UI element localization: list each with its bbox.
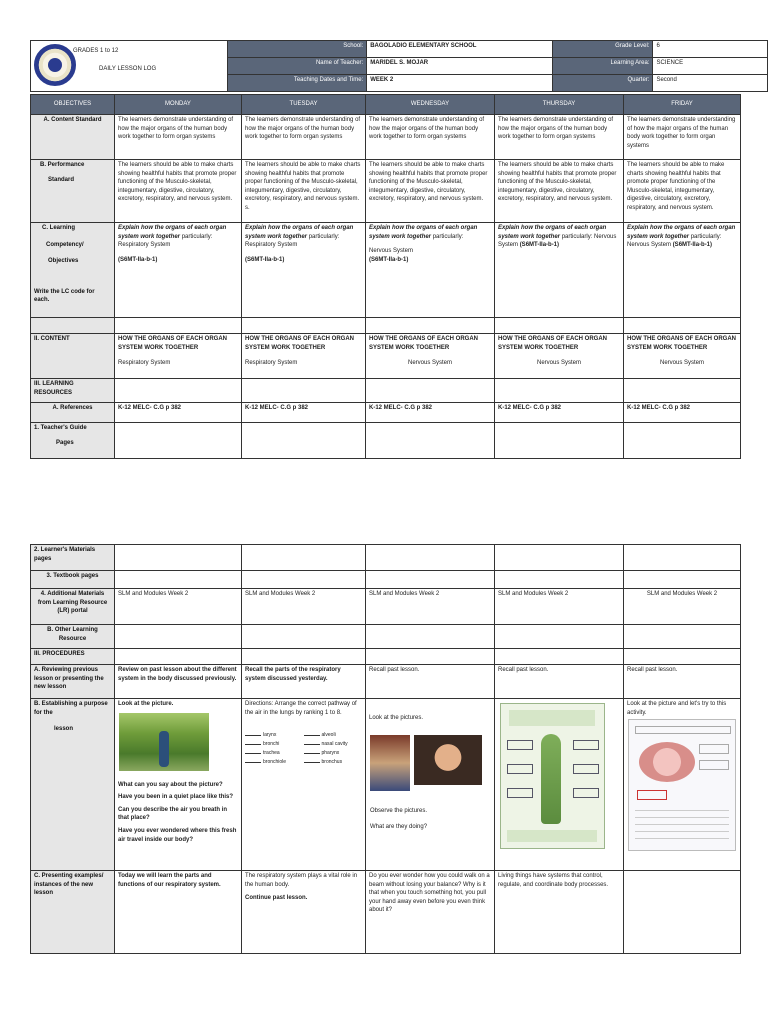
pathway-item: bronchi <box>245 740 304 748</box>
proc-cell <box>624 649 741 665</box>
reviewing-row <box>31 665 741 699</box>
references-mon: K-12 MELC- C.G p 382 <box>115 403 242 423</box>
proc-cell <box>115 649 242 665</box>
particularly-text: particularly: <box>307 233 340 240</box>
procedures-label: III. PROCEDURES <box>31 649 115 665</box>
label-box <box>507 764 533 774</box>
pathway-item: bronchus <box>304 758 363 766</box>
competency-label-4: Write the LC code for each. <box>34 288 95 304</box>
content-standard-tue: The learners demonstrate understanding of how the major organs of the human body work together to form organ systems <box>242 115 366 160</box>
lm-cell <box>115 545 242 571</box>
performance-standard-row <box>31 160 741 223</box>
school-label: School: <box>227 41 366 58</box>
add-tue: SLM and Modules Week 2 <box>242 589 366 625</box>
textbook-row <box>31 571 741 589</box>
tb-cell <box>115 571 242 589</box>
lc-code: (S6MT-IIa-b-1) <box>369 256 409 263</box>
proc-cell <box>495 649 624 665</box>
tb-cell <box>366 571 495 589</box>
lc-code: (S6MT-IIa-b-1) <box>672 242 713 249</box>
spacer-cell <box>115 318 242 334</box>
performance-standard-wed: The learners should be able to make charts showing healthful habits that promote proper functioning of the Musculo-skeletal, integumentary, digestive, circulatory, excretory, respiratory, and nervous system. <box>366 160 495 223</box>
content-system: Nervous System <box>536 360 581 367</box>
resources-cell <box>115 379 242 403</box>
col-wednesday: WEDNESDAY <box>366 95 495 115</box>
add-thu: SLM and Modules Week 2 <box>495 589 624 625</box>
resources-cell <box>495 379 624 403</box>
procedures-row <box>31 649 741 665</box>
col-monday: MONDAY <box>115 95 242 115</box>
competency-wed <box>366 223 495 318</box>
dates-value: WEEK 2 <box>367 75 552 92</box>
content-title: HOW THE ORGANS OF EACH ORGAN SYSTEM WORK TOGETHER <box>369 336 478 351</box>
other-cell <box>242 625 366 649</box>
lesson-table-2 <box>30 544 741 954</box>
present-wed: Do you ever wonder how you could walk on a beam without losing your balance? Why is it that when you touch something hot, you pull your hand away even before you even think about it? <box>366 871 495 954</box>
pathway-list <box>245 731 362 766</box>
content-title: HOW THE ORGANS OF EACH ORGAN SYSTEM WORK TOGETHER <box>627 336 736 351</box>
person-figure <box>159 731 169 767</box>
competency-label-2: Competency/ <box>46 241 84 248</box>
performance-standard-mon: The learners should be able to make charts showing healthful habits that promote proper functioning of the Musculo-skeletal, integumentary, digestive, circulatory, excretory, respiratory, and nervous system. <box>115 160 242 223</box>
tg-cell <box>242 423 366 459</box>
worksheet-instructions <box>509 710 595 726</box>
textbook-label: 3. Textbook pages <box>31 571 115 589</box>
mon-question-2: Have you been in a quiet place like this? <box>118 794 234 801</box>
content-thu <box>495 334 624 379</box>
header-table <box>30 40 768 92</box>
label-box <box>573 764 599 774</box>
lm-pages-label: 2. Learner's Materials pages <box>31 545 115 571</box>
purpose-thu <box>495 699 624 871</box>
add-fri: SLM and Modules Week 2 <box>624 589 741 625</box>
pathway-item: bronchiole <box>245 758 304 766</box>
competency-system: Nervous System <box>627 242 672 249</box>
performance-label-1: B. Performance <box>40 162 85 168</box>
competency-lead: Explain how the organs of each organ system work together <box>627 225 736 240</box>
grade-level-value: 6 <box>653 41 768 58</box>
learning-resources-label: III. LEARNING RESOURCES <box>31 379 115 403</box>
particularly-text: particularly: <box>560 233 593 240</box>
competency-label-3: Objectives <box>48 258 79 265</box>
content-standard-wed: The learners demonstrate understanding of how the major organs of the human body work together to form organ systems <box>366 115 495 160</box>
reviewing-label: A. Reviewing previous lesson or presenting the new lesson <box>31 665 115 699</box>
proc-cell <box>242 649 366 665</box>
other-cell <box>624 625 741 649</box>
tg-label-2: Pages <box>56 439 74 446</box>
purpose-label-2: lesson <box>54 726 74 733</box>
pathway-item: pharynx <box>304 749 363 757</box>
label-box <box>637 790 667 800</box>
additional-materials-label: 4. Additional Materials from Learning Resource (LR) portal <box>31 589 115 625</box>
content-row <box>31 334 741 379</box>
present-fri <box>624 871 741 954</box>
lm-cell <box>366 545 495 571</box>
tg-cell <box>115 423 242 459</box>
resources-cell <box>366 379 495 403</box>
review-wed: Recall past lesson. <box>366 665 495 699</box>
lc-code: (S6MT-IIa-b-1) <box>519 242 560 249</box>
teachers-guide-label <box>31 423 115 459</box>
content-label: II. CONTENT <box>31 334 115 379</box>
content-title: HOW THE ORGANS OF EACH ORGAN SYSTEM WORK TOGETHER <box>118 336 227 351</box>
resources-cell <box>242 379 366 403</box>
tue-directions: Directions: Arrange the correct pathway of the air in the lungs by ranking 1 to 8. <box>245 701 357 716</box>
content-fri <box>624 334 741 379</box>
spacer-row <box>31 318 741 334</box>
references-label: A. References <box>31 403 115 423</box>
tg-cell <box>495 423 624 459</box>
label-box <box>699 744 729 754</box>
competency-lead: Explain how the organs of each organ system work together <box>118 225 227 240</box>
present-thu: Living things have systems that control, regulate, and coordinate body processes. <box>495 871 624 954</box>
competency-label-1: C. Learning <box>42 225 76 231</box>
tg-cell <box>624 423 741 459</box>
resources-cell <box>624 379 741 403</box>
spacer-cell <box>366 318 495 334</box>
purpose-label <box>31 699 115 871</box>
performance-standard-thu: The learners should be able to make charts showing healthful habits that promote proper functioning of the Musculo-skeletal, integumentary, digestive, circulatory, excretory, respiratory, and nervous system. <box>495 160 624 223</box>
tb-cell <box>242 571 366 589</box>
mon-look: Look at the picture. <box>118 701 174 707</box>
add-wed: SLM and Modules Week 2 <box>366 589 495 625</box>
tb-cell <box>624 571 741 589</box>
label-box <box>507 788 533 798</box>
purpose-tue <box>242 699 366 871</box>
column-header-row <box>31 95 741 115</box>
performance-label-2: Standard <box>48 176 75 183</box>
grades-label: GRADES 1 to 12 <box>73 48 119 54</box>
worksheet-questions <box>635 810 729 844</box>
learning-resources-row <box>31 379 741 403</box>
review-tue: Recall the parts of the respiratory system discussed yesterday. <box>242 665 366 699</box>
content-standard-row <box>31 115 741 160</box>
content-standard-thu: The learners demonstrate understanding of how the major organs of the human body work together to form organ systems <box>495 115 624 160</box>
spacer-label <box>31 318 115 334</box>
pathway-item: larynx <box>245 731 304 739</box>
wed-question: What are they doing? <box>370 824 428 830</box>
content-system: Nervous System <box>407 360 452 367</box>
label-box <box>573 740 599 750</box>
label-box <box>507 740 533 750</box>
competency-label <box>31 223 115 318</box>
presenting-label: C. Presenting examples/ instances of the new lesson <box>31 871 115 954</box>
nervous-system-worksheet <box>500 703 605 849</box>
purpose-row <box>31 699 741 871</box>
quarter-value: Second <box>653 75 768 92</box>
grade-level-label: Grade Level: <box>552 41 653 58</box>
brain-worksheet <box>628 719 736 851</box>
label-box <box>573 788 599 798</box>
mon-question-3: Can you describe the air you breath in that place? <box>118 806 228 822</box>
brain-image <box>639 742 695 782</box>
col-tuesday: TUESDAY <box>242 95 366 115</box>
col-objectives: OBJECTIVES <box>31 95 115 115</box>
pathway-item: nasal cavity <box>304 740 363 748</box>
forest-picture <box>119 713 209 771</box>
review-fri: Recall past lesson. <box>624 665 741 699</box>
log-title: DAILY LESSON LOG <box>99 66 157 72</box>
lm-cell <box>242 545 366 571</box>
col-thursday: THURSDAY <box>495 95 624 115</box>
mon-question-4: Have you ever wondered where this fresh air travel inside our body? <box>118 827 237 843</box>
competency-lead: Explain how the organs of each organ system work together <box>245 225 354 240</box>
content-title: HOW THE ORGANS OF EACH ORGAN SYSTEM WORK TOGETHER <box>498 336 607 351</box>
wed-observe: Observe the pictures. <box>370 808 428 814</box>
performance-standard-label <box>31 160 115 223</box>
references-thu: K-12 MELC- C.G p 382 <box>495 403 624 423</box>
learning-area-label: Learning Area: <box>552 58 653 75</box>
references-tue: K-12 MELC- C.G p 382 <box>242 403 366 423</box>
add-mon: SLM and Modules Week 2 <box>115 589 242 625</box>
references-fri: K-12 MELC- C.G p 382 <box>624 403 741 423</box>
competency-thu <box>495 223 624 318</box>
learning-area-value: SCIENCE <box>653 58 768 75</box>
col-friday: FRIDAY <box>624 95 741 115</box>
content-wed <box>366 334 495 379</box>
content-title: HOW THE ORGANS OF EACH ORGAN SYSTEM WORK TOGETHER <box>245 336 354 351</box>
man-reaction-picture <box>414 735 482 785</box>
purpose-fri <box>624 699 741 871</box>
teachers-guide-row <box>31 423 741 459</box>
word-bank <box>507 830 597 842</box>
review-thu: Recall past lesson. <box>495 665 624 699</box>
purpose-label-1: B. Establishing a purpose for the <box>34 701 108 716</box>
content-tue <box>242 334 366 379</box>
proc-cell <box>366 649 495 665</box>
competency-lead: Explain how the organs of each organ system work together <box>369 225 478 240</box>
present-tue-2: Continue past lesson. <box>245 895 308 902</box>
spacer-cell <box>624 318 741 334</box>
lm-pages-row <box>31 545 741 571</box>
other-resource-row <box>31 625 741 649</box>
competency-system: Nervous System <box>498 233 617 249</box>
header-title-cell <box>31 41 228 92</box>
tb-cell <box>495 571 624 589</box>
competency-tue <box>242 223 366 318</box>
competency-lead: Explain how the organs of each organ system work together <box>498 225 607 240</box>
content-standard-label: A. Content Standard <box>31 115 115 160</box>
present-tue-1: The respiratory system plays a vital role in the human body. <box>245 873 358 888</box>
performance-standard-fri: The learners should be able to make charts showing healthful habits that promote proper functioning of the Musculo-skeletal, integumentary, digestive, circulatory, excretory, respiratory, and nervous system. <box>624 160 741 223</box>
references-wed: K-12 MELC- C.G p 382 <box>366 403 495 423</box>
review-mon: Review on past lesson about the different system in the body discussed previously. <box>115 665 242 699</box>
competency-mon <box>115 223 242 318</box>
lm-cell <box>495 545 624 571</box>
content-standard-mon: The learners demonstrate understanding of how the major organs of the human body work together to form organ systems <box>115 115 242 160</box>
teacher-label: Name of Teacher: <box>227 58 366 75</box>
competency-system: Respiratory System <box>245 242 298 249</box>
performance-standard-tue: The learners should be able to make charts showing healthful habits that promote proper functioning of the Musculo-skeletal, integumentary, digestive, circulatory, excretory, respiratory, and nervous system. s. <box>242 160 366 223</box>
tg-cell <box>366 423 495 459</box>
other-cell <box>366 625 495 649</box>
lm-cell <box>624 545 741 571</box>
lc-code: (S6MT-IIa-b-1) <box>245 256 285 263</box>
purpose-mon <box>115 699 242 871</box>
content-system: Respiratory System <box>245 360 298 367</box>
other-cell <box>115 625 242 649</box>
label-box <box>635 726 731 734</box>
pathway-item: alveoli <box>304 731 363 739</box>
fri-look: Look at the picture and let's try to this activity. <box>627 701 727 716</box>
competency-system: Respiratory System <box>118 242 171 249</box>
additional-materials-row <box>31 589 741 625</box>
teacher-value: MARIDEL S. MOJAR <box>367 58 552 75</box>
other-resource-label: B. Other Learning Resource <box>31 625 115 649</box>
tg-label-1: 1. Teacher's Guide <box>34 425 87 431</box>
present-tue <box>242 871 366 954</box>
spacer-cell <box>242 318 366 334</box>
lesson-table-1 <box>30 94 741 459</box>
content-standard-fri: The learners demonstrate understanding of how the major organs of the human body work together to form organ systems <box>624 115 741 160</box>
references-row <box>31 403 741 423</box>
particularly-text: particularly: <box>431 233 464 240</box>
wed-look: Look at the pictures. <box>369 715 424 721</box>
other-cell <box>495 625 624 649</box>
school-value: BAGOLADIO ELEMENTARY SCHOOL <box>367 41 552 58</box>
competency-fri <box>624 223 741 318</box>
purpose-wed <box>366 699 495 871</box>
competency-row <box>31 223 741 318</box>
particularly-text: particularly: <box>180 233 213 240</box>
body-figure <box>541 734 561 824</box>
content-mon <box>115 334 242 379</box>
lc-code: (S6MT-IIa-b-1) <box>118 256 158 263</box>
particularly-text: particularly: <box>689 233 722 240</box>
gymnast-picture <box>370 735 410 791</box>
content-system: Nervous System <box>659 360 704 367</box>
spacer-cell <box>495 318 624 334</box>
presenting-row <box>31 871 741 954</box>
dates-label: Teaching Dates and Time: <box>227 75 366 92</box>
content-system: Respiratory System <box>118 360 171 367</box>
pathway-item: trachea <box>245 749 304 757</box>
present-mon: Today we will learn the parts and functions of our respiratory system. <box>115 871 242 954</box>
mon-question-1: What can you say about the picture? <box>118 781 223 788</box>
competency-system: Nervous System <box>369 248 414 255</box>
quarter-label: Quarter: <box>552 75 653 92</box>
label-box <box>699 760 729 770</box>
